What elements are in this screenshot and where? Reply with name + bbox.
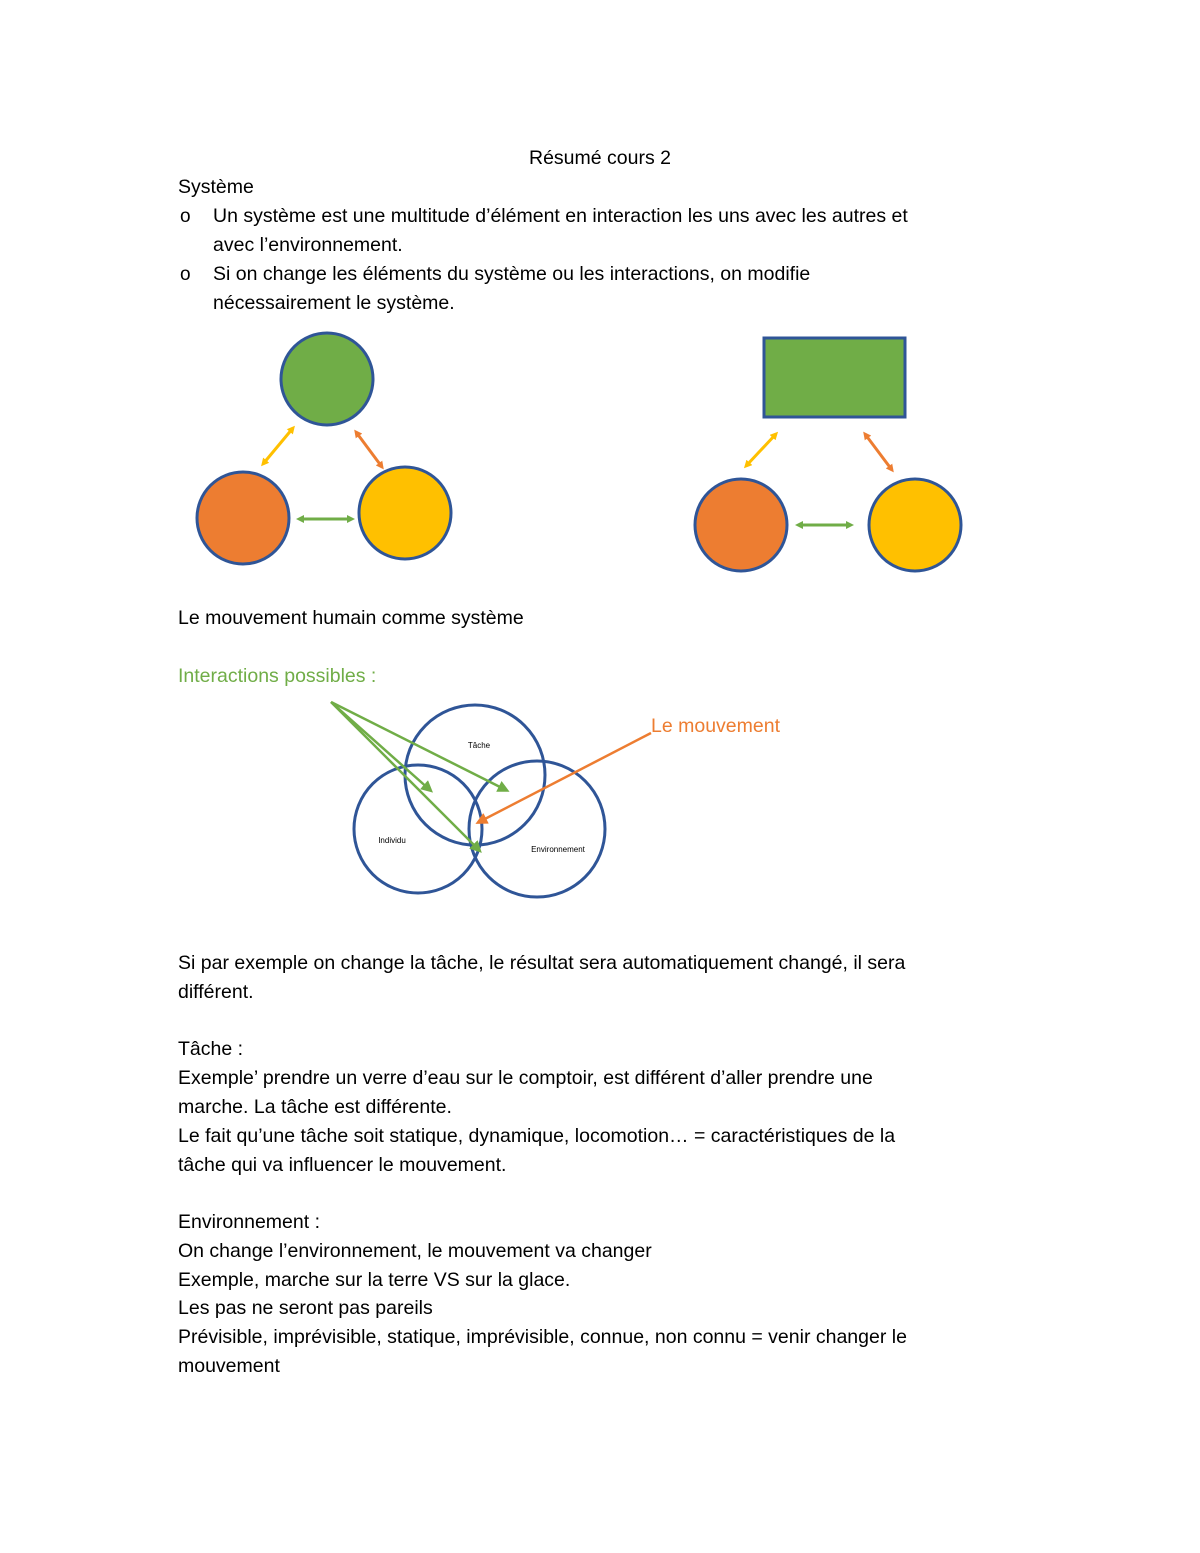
orange-double-arrow	[865, 434, 892, 470]
system-diagram-rectangle	[695, 338, 961, 571]
green-circle	[281, 333, 373, 425]
document-title: Résumé cours 2	[529, 147, 671, 169]
environnement-line-4: Prévisible, imprévisible, statique, imprévisible, connue, non connu = venir changer le	[178, 1326, 907, 1348]
yellow-double-arrow	[263, 428, 293, 464]
tache-line-4: tâche qui va influencer le mouvement.	[178, 1154, 507, 1176]
venn-label-tache: Tâche	[467, 741, 491, 750]
le-mouvement-label: Le mouvement	[651, 715, 780, 737]
yellow-circle	[359, 467, 451, 559]
heading-environnement: Environnement :	[178, 1211, 320, 1233]
tache-line-1: Exemple’ prendre un verre d’eau sur le comptoir, est différent d’aller prendre une	[178, 1067, 873, 1089]
system-diagram-circles	[197, 333, 451, 564]
interactions-label: Interactions possibles :	[178, 665, 377, 687]
orange-double-arrow	[356, 432, 382, 467]
bullet-1-line-2: avec l’environnement.	[213, 234, 403, 256]
yellow-circle	[869, 479, 961, 571]
green-rectangle	[764, 338, 905, 417]
orange-circle	[197, 472, 289, 564]
venn-label-environnement: Environnement	[531, 845, 585, 854]
environnement-line-5: mouvement	[178, 1355, 280, 1377]
tache-line-2: marche. La tâche est différente.	[178, 1096, 452, 1118]
environnement-line-1: On change l’environnement, le mouvement va changer	[178, 1240, 652, 1262]
yellow-double-arrow	[746, 434, 776, 466]
environnement-line-3: Les pas ne seront pas pareils	[178, 1297, 433, 1319]
section-heading-systeme: Système	[178, 176, 254, 198]
orange-circle	[695, 479, 787, 571]
venn-circle-individu	[354, 765, 482, 893]
bullet-2-line-2: nécessairement le système.	[213, 292, 455, 314]
bullet-2-line-1: Si on change les éléments du système ou les interactions, on modifie	[213, 263, 811, 285]
tache-line-3: Le fait qu’une tâche soit statique, dynamique, locomotion… = caractéristiques de la	[178, 1125, 896, 1147]
venn-diagram	[331, 702, 651, 897]
paragraph-exemple-line-1: Si par exemple on change la tâche, le résultat sera automatiquement changé, il sera	[178, 952, 906, 974]
heading-mouvement-humain: Le mouvement humain comme système	[178, 607, 524, 629]
heading-tache: Tâche :	[178, 1038, 244, 1060]
paragraph-exemple-line-2: différent.	[178, 981, 254, 1003]
bullet-marker: o	[180, 206, 191, 227]
venn-label-individu: Individu	[378, 836, 406, 845]
orange-arrow	[479, 733, 651, 822]
environnement-line-2: Exemple, marche sur la terre VS sur la glace.	[178, 1269, 571, 1291]
bullet-marker: o	[180, 264, 191, 285]
bullet-1-line-1: Un système est une multitude d’élément en interaction les uns avec les autres et	[213, 205, 908, 227]
